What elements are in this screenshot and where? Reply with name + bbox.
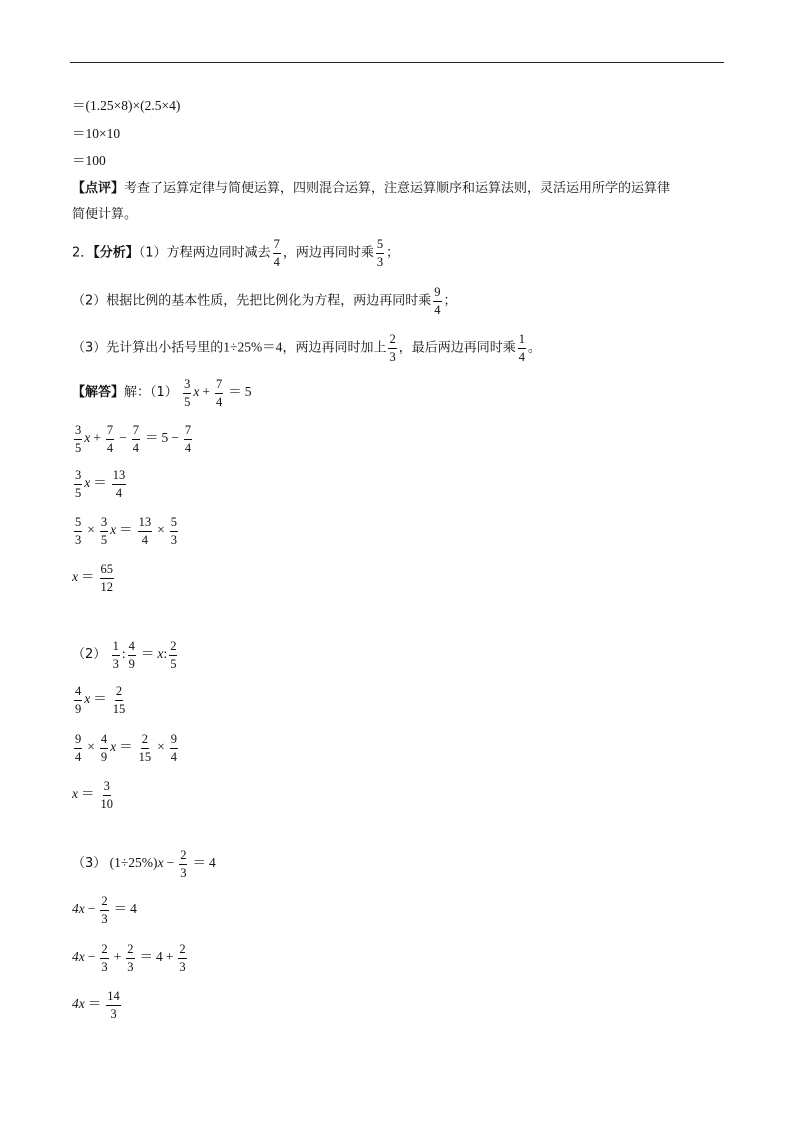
minus-sign: − xyxy=(119,430,127,446)
fraction-2-15 xyxy=(138,733,153,763)
equals-sign: ＝ xyxy=(93,691,107,707)
denominator: 3 xyxy=(75,532,82,547)
minus-sign: − xyxy=(87,901,96,917)
numerator: 3 xyxy=(74,469,82,485)
fraction-13-4 xyxy=(112,469,127,499)
numerator: 9 xyxy=(170,733,178,749)
number: 4 xyxy=(208,855,216,871)
numerator: 2 xyxy=(178,943,186,959)
denominator: 12 xyxy=(100,579,113,594)
numerator: 2 xyxy=(388,333,396,349)
numerator: 4 xyxy=(74,685,82,701)
term-4x: 4x xyxy=(72,996,85,1012)
equals-sign: ＝ xyxy=(113,901,128,917)
fraction-9-4 xyxy=(433,286,441,316)
equals-sign: ＝ xyxy=(81,569,95,585)
equals-sign: ＝ xyxy=(93,475,107,491)
analysis-3-mid: ，两边再同时加上 xyxy=(282,340,387,356)
fraction-7-4 xyxy=(215,378,223,408)
denominator: 4 xyxy=(184,440,192,455)
variable-x: x xyxy=(72,569,78,585)
number: 5 xyxy=(244,384,252,400)
denominator: 9 xyxy=(128,656,135,671)
denominator: 3 xyxy=(112,656,119,671)
fraction-4-9 xyxy=(74,685,82,715)
fraction-2-3 xyxy=(388,333,396,363)
fraction-7-4 xyxy=(106,424,114,454)
plus-sign: + xyxy=(202,384,211,400)
answer-pre: 解：（1） xyxy=(124,385,178,401)
denominator: 4 xyxy=(141,532,148,547)
denominator: 5 xyxy=(75,485,82,500)
fraction-14-3 xyxy=(106,990,121,1020)
equation-result-1 xyxy=(72,563,116,593)
numerator: 7 xyxy=(215,378,223,394)
equation-3-step-1 xyxy=(72,895,137,925)
colon-sign: : xyxy=(163,646,168,662)
denominator: 9 xyxy=(100,749,108,764)
denominator: 3 xyxy=(180,865,187,880)
equation-3-step-3 xyxy=(72,990,123,1020)
numerator: 2 xyxy=(100,895,108,911)
numerator: 3 xyxy=(100,516,108,532)
header-rule xyxy=(70,62,724,63)
calc-line-2: ＝10×10 xyxy=(72,126,121,141)
numerator: 7 xyxy=(184,424,192,440)
denominator: 4 xyxy=(216,394,223,409)
plus-sign: + xyxy=(93,430,101,446)
fraction-1-3 xyxy=(112,640,120,670)
denominator: 4 xyxy=(434,302,441,317)
numerator: 3 xyxy=(103,780,111,796)
equation-2-step-1 xyxy=(72,685,128,715)
analysis-line-1 xyxy=(72,238,399,268)
fraction-9-4 xyxy=(74,733,82,763)
comment-line-1 xyxy=(72,179,670,199)
analysis-1-end: ； xyxy=(386,245,400,261)
number: 4 xyxy=(130,901,137,917)
numerator: 13 xyxy=(138,516,153,532)
numerator: 9 xyxy=(433,286,441,302)
fraction-3-5 xyxy=(100,516,108,546)
numerator: 2 xyxy=(100,943,108,959)
denominator: 5 xyxy=(184,394,191,409)
fraction-2-3 xyxy=(100,895,108,925)
numerator: 2 xyxy=(141,733,149,749)
fraction-65-12 xyxy=(100,563,115,593)
numerator: 3 xyxy=(74,424,82,440)
variable-x: x xyxy=(157,646,164,662)
denominator: 3 xyxy=(179,959,186,974)
numerator: 7 xyxy=(273,238,281,254)
analysis-2-end: ； xyxy=(443,293,457,309)
plus-sign: + xyxy=(165,949,174,965)
denominator: 4 xyxy=(115,485,123,500)
fraction-3-5 xyxy=(183,378,191,408)
comment-tag: 【点评】 xyxy=(72,181,125,196)
variable-x: x xyxy=(193,384,200,400)
colon-sign: : xyxy=(121,646,126,662)
calc-line-1: ＝(1.25×8)×(2.5×4) xyxy=(72,98,181,113)
denominator: 4 xyxy=(170,749,177,764)
equals-sign: ＝ xyxy=(119,739,133,755)
numerator: 13 xyxy=(112,469,127,485)
equals-sign: ＝ xyxy=(139,949,153,965)
fraction-2-3 xyxy=(178,943,186,973)
answer-line-2 xyxy=(72,640,179,670)
plus-sign: + xyxy=(113,949,122,965)
term-4x: 4x xyxy=(72,949,85,965)
numerator: 5 xyxy=(170,516,178,532)
fraction-4-9 xyxy=(128,640,136,670)
denominator: 5 xyxy=(75,440,82,455)
numerator: 2 xyxy=(169,640,177,656)
equals-sign: ＝ xyxy=(140,646,155,662)
comment-text-1: 考查了运算定律与简便运算，四则混合运算，注意运算顺序和运算法则，灵活运用所学的运算律 xyxy=(124,181,671,196)
fraction-3-10 xyxy=(100,780,115,810)
denominator: 15 xyxy=(138,749,152,764)
times-sign: × xyxy=(87,739,95,755)
fraction-3-5 xyxy=(74,469,82,499)
fraction-2-15 xyxy=(112,685,127,715)
denominator: 4 xyxy=(75,749,82,764)
term-4x: 4x xyxy=(72,901,85,917)
fraction-3-5 xyxy=(74,424,82,454)
fraction-7-4 xyxy=(184,424,192,454)
fraction-4-9 xyxy=(100,733,108,763)
analysis-3-mid2: ，最后两边再同时乘 xyxy=(398,340,516,356)
analysis-1-mid: ，两边再同时乘 xyxy=(282,245,374,261)
equation-result-2 xyxy=(72,780,116,810)
equals-sign: ＝ xyxy=(145,430,159,446)
numerator: 3 xyxy=(183,378,191,394)
numerator: 7 xyxy=(132,424,140,440)
fraction-2-3 xyxy=(126,943,134,973)
numerator: 2 xyxy=(115,685,123,701)
denominator: 4 xyxy=(273,254,280,269)
variable-x: x xyxy=(72,786,78,802)
fraction-1-4 xyxy=(518,333,526,363)
fraction-2-3 xyxy=(100,943,108,973)
equals-sign: ＝ xyxy=(87,996,102,1012)
numerator: 9 xyxy=(74,733,82,749)
denominator: 3 xyxy=(127,959,134,974)
analysis-line-2 xyxy=(72,286,457,316)
denominator: 3 xyxy=(389,349,396,364)
numerator: 4 xyxy=(100,733,108,749)
denominator: 5 xyxy=(170,656,177,671)
equation-2-step-2 xyxy=(72,733,180,763)
denominator: 15 xyxy=(112,701,126,716)
answer-line-3 xyxy=(72,849,216,879)
equation-3-step-2 xyxy=(72,943,189,973)
variable-x: x xyxy=(110,739,117,755)
numerator: 1 xyxy=(112,640,120,656)
analysis-3-expr: 1÷25%＝4 xyxy=(223,339,283,355)
numerator: 14 xyxy=(106,990,121,1006)
analysis-3-pre: （3）先计算出小括号里的 xyxy=(72,340,224,356)
variable-x: x xyxy=(157,855,164,871)
denominator: 3 xyxy=(110,1006,117,1021)
calc-line-3: ＝100 xyxy=(72,153,106,168)
denominator: 9 xyxy=(75,701,82,716)
fraction-7-4 xyxy=(132,424,140,454)
equals-sign: ＝ xyxy=(81,786,95,802)
question-number: 2． xyxy=(72,245,94,261)
equation-step-1 xyxy=(72,424,194,454)
part-3-label: （3） xyxy=(72,856,107,872)
equation-step-3 xyxy=(72,516,180,546)
variable-x: x xyxy=(110,522,117,538)
denominator: 3 xyxy=(101,959,108,974)
times-sign: × xyxy=(157,522,165,538)
variable-x: x xyxy=(84,691,91,707)
denominator: 4 xyxy=(132,440,139,455)
bracket-expression: (1÷25%) xyxy=(109,855,158,871)
fraction-9-4 xyxy=(170,733,178,763)
denominator: 3 xyxy=(101,911,108,926)
fraction-2-5 xyxy=(169,640,177,670)
part-2-label: （2） xyxy=(72,647,107,663)
comment-line-2: 简便计算。 xyxy=(72,207,138,222)
numerator: 5 xyxy=(74,516,82,532)
numerator: 2 xyxy=(179,849,187,865)
answer-tag: 【解答】 xyxy=(72,385,125,401)
times-sign: × xyxy=(157,739,165,755)
variable-x: x xyxy=(84,475,91,491)
equals-sign: ＝ xyxy=(119,522,133,538)
analysis-2-pre: （2）根据比例的基本性质，先把比例化为方程，两边再同时乘 xyxy=(72,293,432,309)
times-sign: × xyxy=(87,522,95,538)
minus-sign: − xyxy=(166,855,175,871)
minus-sign: − xyxy=(171,430,179,446)
equation-step-2 xyxy=(72,469,128,499)
answer-line-1 xyxy=(72,378,252,408)
denominator: 5 xyxy=(100,532,108,547)
analysis-3-end: 。 xyxy=(527,340,541,356)
fraction-5-3 xyxy=(376,238,384,268)
minus-sign: − xyxy=(87,949,96,965)
fraction-13-4 xyxy=(138,516,153,546)
number: 5 xyxy=(161,430,169,446)
number: 4 xyxy=(156,949,163,965)
denominator: 4 xyxy=(518,349,525,364)
numerator: 7 xyxy=(106,424,114,440)
numerator: 1 xyxy=(518,333,526,349)
equals-sign: ＝ xyxy=(192,855,206,871)
fraction-2-3 xyxy=(179,849,187,879)
numerator: 5 xyxy=(376,238,384,254)
analysis-1-pre: （1）方程两边同时减去 xyxy=(138,245,271,261)
fraction-5-3 xyxy=(74,516,82,546)
fraction-5-3 xyxy=(170,516,178,546)
variable-x: x xyxy=(84,430,91,446)
denominator: 4 xyxy=(106,440,114,455)
denominator: 10 xyxy=(100,796,113,811)
fraction-7-4 xyxy=(273,238,281,268)
numerator: 65 xyxy=(100,563,115,579)
denominator: 3 xyxy=(170,532,177,547)
equals-sign: ＝ xyxy=(228,384,242,400)
numerator: 4 xyxy=(128,640,136,656)
numerator: 2 xyxy=(126,943,134,959)
analysis-line-3 xyxy=(72,333,541,363)
analysis-tag: 【分析】 xyxy=(93,245,139,261)
denominator: 3 xyxy=(376,254,384,269)
